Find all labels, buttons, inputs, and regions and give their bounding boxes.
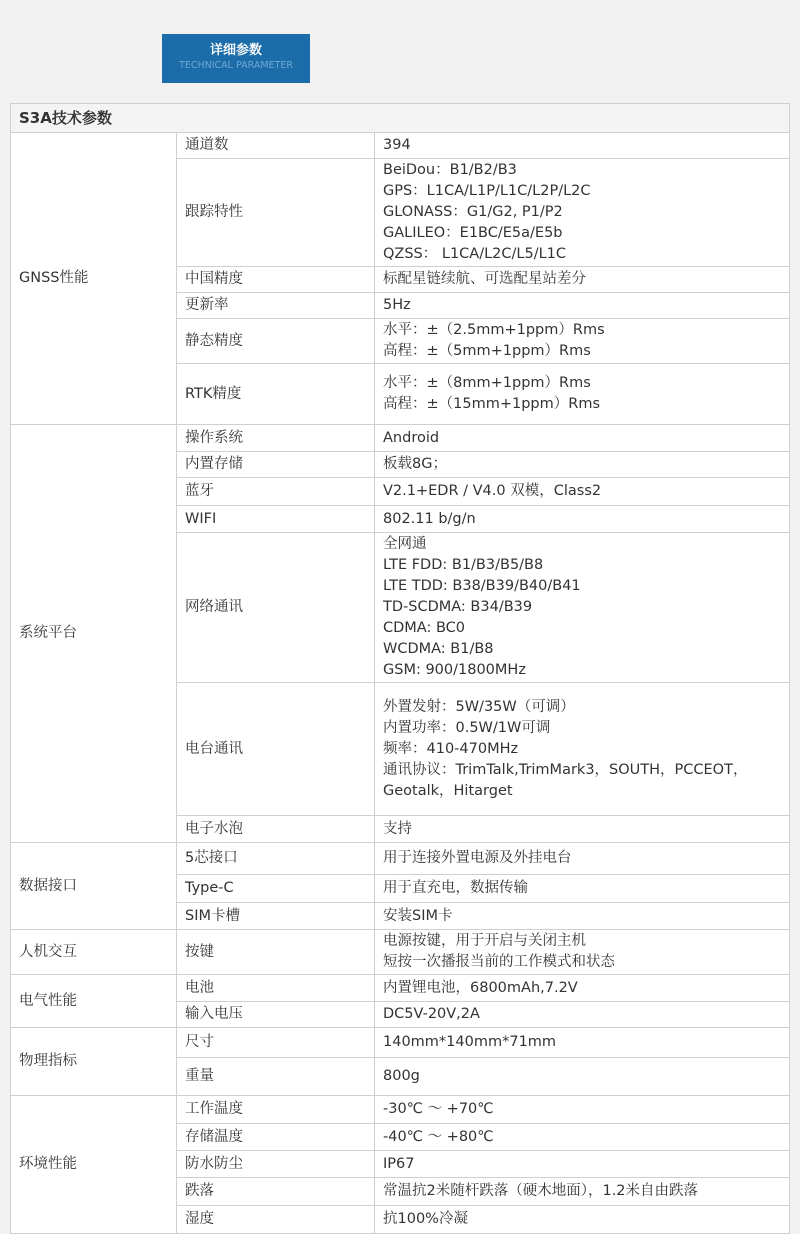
value-cell [375, 364, 790, 425]
value-cell [375, 1028, 790, 1058]
value-line: Android [383, 429, 440, 446]
param-cell: 跟踪特性 [177, 159, 375, 267]
value-line: LTE FDD: B1/B3/B5/B8 [383, 557, 544, 573]
value-line: 高程：±（5mm+1ppm）Rms [383, 343, 591, 359]
param-cell: 工作温度 [177, 1096, 375, 1124]
value-line: GSM: 900/1800MHz [383, 662, 526, 678]
param-cell: 按键 [177, 930, 375, 975]
value-cell [375, 425, 790, 452]
value-cell [375, 843, 790, 875]
value-cell [375, 506, 790, 533]
category-cell: 电气性能 [11, 975, 177, 1028]
value-line: -40℃ ～ +80℃ [383, 1128, 494, 1145]
param-cell: 防水防尘 [177, 1151, 375, 1178]
value-cell [375, 1058, 790, 1096]
value-cell [375, 930, 790, 975]
category-cell: GNSS性能 [11, 133, 177, 425]
param-cell: 跌落 [177, 1178, 375, 1206]
table-title: S3A技术参数 [11, 104, 790, 133]
value-line: 支持 [383, 820, 412, 837]
value-cell [375, 533, 790, 683]
param-cell: 电台通讯 [177, 683, 375, 816]
value-line: 全网通 [383, 536, 427, 552]
param-cell: 尺寸 [177, 1028, 375, 1058]
value-cell [375, 478, 790, 506]
value-line: 短按一次播报当前的工作模式和状态 [383, 954, 615, 970]
section-badge [162, 34, 310, 83]
value-line: 外置发射：5W/35W（可调） [383, 698, 575, 715]
value-cell [375, 816, 790, 843]
param-cell: 网络通讯 [177, 533, 375, 683]
table-row [11, 930, 790, 975]
value-line: -30℃ ～ +70℃ [383, 1101, 494, 1117]
value-line: 常温抗2米随杆跌落（硬木地面），1.2米自由跌落 [383, 1183, 699, 1199]
param-cell: Type-C [177, 875, 375, 903]
category-cell: 数据接口 [11, 843, 177, 930]
value-cell [375, 159, 790, 267]
table-row [11, 1096, 790, 1124]
value-line: 抗100%冷凝 [383, 1211, 468, 1227]
value-line: CDMA: BC0 [383, 620, 466, 636]
value-cell [375, 1096, 790, 1124]
param-cell: SIM卡槽 [177, 903, 375, 930]
category-cell: 系统平台 [11, 425, 177, 843]
value-line: 水平：±（2.5mm+1ppm）Rms [383, 322, 605, 338]
table-title-row [11, 104, 790, 133]
param-cell: 蓝牙 [177, 478, 375, 506]
param-cell: 更新率 [177, 293, 375, 319]
value-line: 用于连接外置电源及外挂电台 [383, 850, 572, 866]
value-line: 5Hz [383, 297, 411, 313]
param-cell: 通道数 [177, 133, 375, 159]
value-line: GLONASS：G1/G2, P1/P2 [383, 204, 563, 220]
value-cell [375, 1151, 790, 1178]
param-cell: 操作系统 [177, 425, 375, 452]
spec-table [10, 103, 790, 1234]
value-line: BeiDou：B1/B2/B3 [383, 162, 517, 178]
param-cell: 输入电压 [177, 1002, 375, 1028]
value-cell [375, 875, 790, 903]
value-line: DC5V-20V,2A [383, 1006, 480, 1022]
value-cell [375, 319, 790, 364]
value-line: 800g [383, 1068, 420, 1084]
table-row [11, 843, 790, 875]
value-line: 水平：±（8mm+1ppm）Rms [383, 375, 591, 391]
value-line: GALILEO：E1BC/E5a/E5b [383, 225, 563, 241]
value-cell [375, 293, 790, 319]
param-cell: 中国精度 [177, 267, 375, 293]
category-cell: 人机交互 [11, 930, 177, 975]
table-row [11, 975, 790, 1002]
category-cell: 环境性能 [11, 1096, 177, 1234]
value-line: WCDMA: B1/B8 [383, 641, 494, 657]
value-line: 高程：±（15mm+1ppm）Rms [383, 396, 601, 412]
value-line: QZSS： L1CA/L2C/L5/L1C [383, 246, 567, 262]
value-cell [375, 133, 790, 159]
param-cell: 重量 [177, 1058, 375, 1096]
value-cell [375, 1178, 790, 1206]
value-cell [375, 1002, 790, 1028]
value-line: TD-SCDMA: B34/B39 [383, 599, 533, 615]
badge-title-cn: 详细参数 [209, 43, 262, 58]
value-cell [375, 903, 790, 930]
value-cell [375, 975, 790, 1002]
value-cell [375, 452, 790, 478]
value-line: 802.11 b/g/n [383, 510, 476, 527]
badge-title-en: TECHNICAL PARAMETER [179, 60, 293, 71]
table-row [11, 133, 790, 159]
value-line: 用于直充电，数据传输 [383, 880, 528, 896]
category-cell: 物理指标 [11, 1028, 177, 1096]
table-row [11, 1028, 790, 1058]
param-cell: 5芯接口 [177, 843, 375, 875]
value-line: 394 [383, 137, 411, 153]
value-line: 板载8G； [383, 456, 447, 472]
table-row [11, 425, 790, 452]
param-cell: WIFI [177, 506, 375, 533]
value-line: GPS：L1CA/L1P/L1C/L2P/L2C [383, 183, 591, 199]
value-cell [375, 683, 790, 816]
value-line: IP67 [383, 1155, 415, 1172]
value-line: 内置功率：0.5W/1W可调 [383, 719, 551, 736]
value-line: 通讯协议：TrimTalk,TrimMark3，SOUTH，PCCEOT， [383, 761, 748, 778]
value-cell [375, 1206, 790, 1234]
param-cell: 内置存储 [177, 452, 375, 478]
value-line: LTE TDD: B38/B39/B40/B41 [383, 578, 581, 594]
value-line: 电源按键，用于开启与关闭主机 [383, 933, 586, 949]
param-cell: 存储温度 [177, 1124, 375, 1151]
value-line: 内置锂电池，6800mAh,7.2V [383, 979, 578, 996]
value-line: 标配星链续航、可选配星站差分 [383, 271, 586, 287]
value-line: 140mm*140mm*71mm [383, 1034, 557, 1050]
param-cell: RTK精度 [177, 364, 375, 425]
value-line: 频率：410-470MHz [383, 740, 519, 757]
value-cell [375, 267, 790, 293]
value-line: V2.1+EDR / V4.0 双模，Class2 [383, 483, 602, 499]
param-cell: 静态精度 [177, 319, 375, 364]
param-cell: 电池 [177, 975, 375, 1002]
value-line: 安装SIM卡 [383, 907, 453, 924]
param-cell: 湿度 [177, 1206, 375, 1234]
value-cell [375, 1124, 790, 1151]
param-cell: 电子水泡 [177, 816, 375, 843]
value-line: Geotalk，Hitarget [383, 782, 513, 799]
